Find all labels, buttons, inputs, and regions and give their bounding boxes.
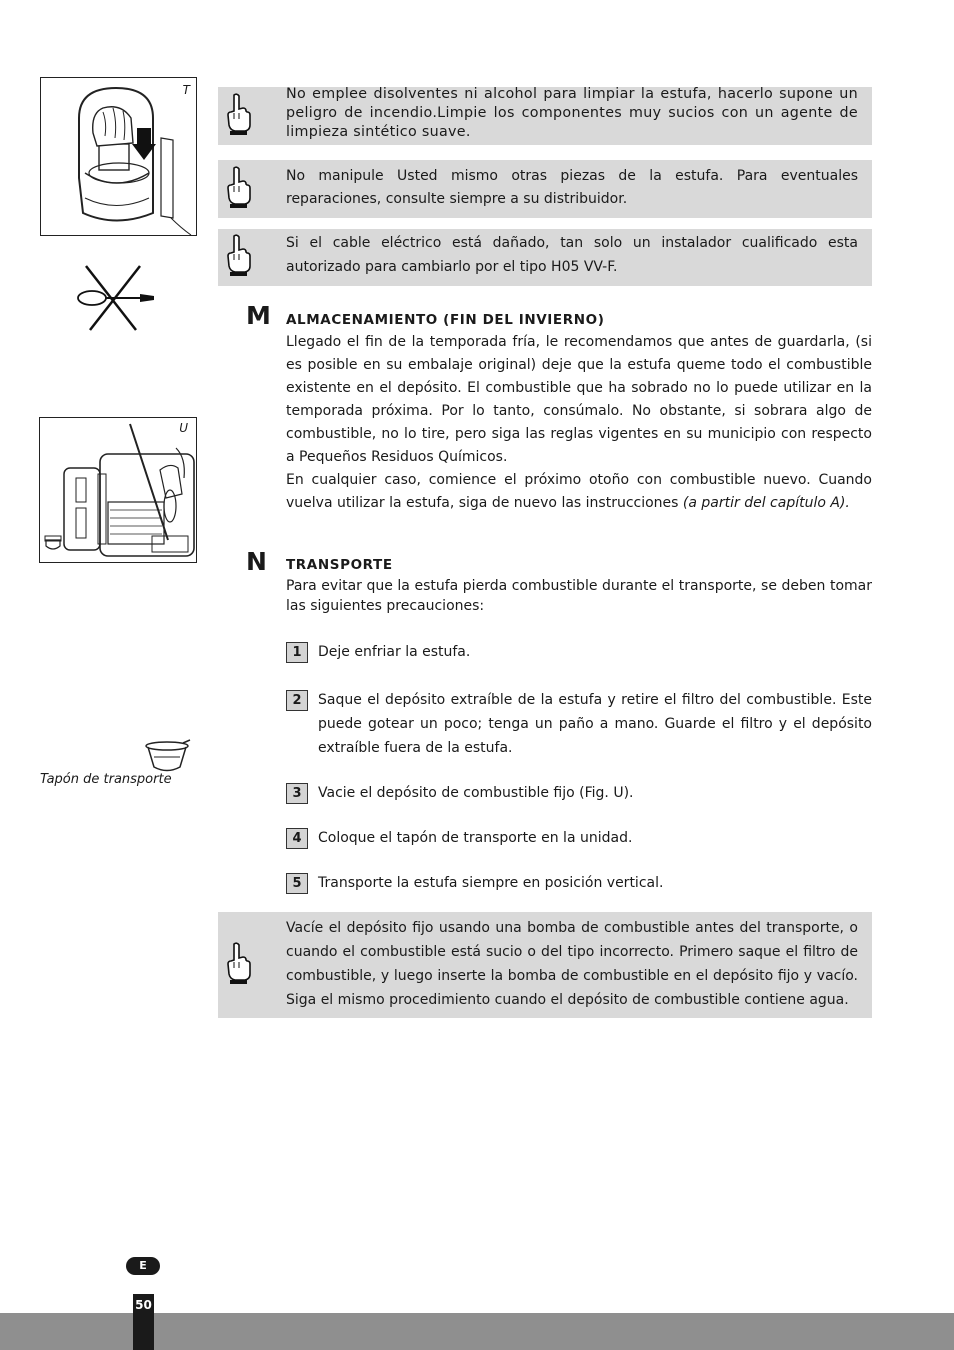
step-text-2: Saque el depósito extraíble de la estufa y retire el filtro del combustible. Este puede gotear un poco; tenga un paño a mano. Guarde el filtro y el depósito extraíble fuera de la estufa. bbox=[318, 692, 872, 756]
figure-t bbox=[40, 77, 197, 236]
step-number-2: 2 bbox=[286, 690, 308, 711]
warning-text-pump: Vacíe el depósito fijo usando una bomba de combustible antes del transporte, o cuando el combustible está sucio o del tipo incorrecto. Primero saque el filtro de combustible, y luego inserte la bomba de combustible en el depósito fijo y vacío. Siga el mismo procedimiento cuando el depósito de combustible contiene agua. bbox=[286, 920, 858, 1008]
section-m-letter: M bbox=[246, 301, 271, 330]
figure-t-label: T bbox=[182, 83, 190, 97]
section-m-body bbox=[286, 331, 872, 515]
section-m-title: ALMACENAMIENTO (FIN DEL INVIERNO) bbox=[286, 312, 605, 328]
pointing-hand-icon bbox=[224, 942, 252, 986]
transport-cap-caption: Tapón de transporte bbox=[40, 772, 172, 787]
step-number-5: 5 bbox=[286, 873, 308, 894]
pointing-hand-icon bbox=[224, 166, 252, 210]
step-text-5: Transporte la estufa siempre en posición vertical. bbox=[318, 875, 664, 891]
warning-box-repairs bbox=[218, 160, 872, 218]
section-n-letter: N bbox=[246, 547, 267, 576]
language-badge: E bbox=[126, 1257, 160, 1275]
pointing-hand-icon bbox=[224, 93, 252, 137]
step-text-1: Deje enfriar la estufa. bbox=[318, 644, 471, 660]
warning-text-solvents: No emplee disolventes ni alcohol para limpiar la estufa, hacerlo supone un peligro de incendio.Limpie los componentes muy sucios con un agente de limpieza sintético suave. bbox=[286, 86, 858, 140]
figure-t-illustration bbox=[41, 78, 196, 235]
section-n-title: TRANSPORTE bbox=[286, 557, 393, 573]
section-m-paragraph-2: En cualquier caso, comience el próximo otoño con combustible nuevo. Cuando vuelva utilizar la estufa, siga de nuevo las instrucciones (a partir del capítulo A). bbox=[286, 472, 872, 511]
page-number: 50 bbox=[135, 1298, 152, 1312]
step-number-1: 1 bbox=[286, 642, 308, 663]
warning-text-repairs: No manipule Usted mismo otras piezas de la estufa. Para eventuales reparaciones, consulte siempre a su distribuidor. bbox=[286, 168, 858, 207]
warning-box-pump bbox=[218, 912, 872, 1018]
figure-u bbox=[39, 417, 197, 563]
transport-cap-icon bbox=[143, 739, 193, 775]
section-n-intro: Para evitar que la estufa pierda combustible durante el transporte, se deben tomar las siguientes precauciones: bbox=[286, 578, 872, 614]
step-text-3: Vacie el depósito de combustible fijo (Fig. U). bbox=[318, 785, 634, 801]
step-number-3: 3 bbox=[286, 783, 308, 804]
figure-u-label: U bbox=[179, 421, 188, 435]
warning-box-solvents bbox=[218, 87, 872, 145]
pointing-hand-icon bbox=[224, 234, 252, 278]
warning-text-cable: Si el cable eléctrico está dañado, tan solo un instalador cualificado esta autorizado para cambiarlo por el tipo H05 VV-F. bbox=[286, 235, 858, 275]
step-number-4: 4 bbox=[286, 828, 308, 849]
figure-u-illustration bbox=[40, 418, 196, 562]
no-screwdriver-icon bbox=[74, 262, 164, 332]
chapter-reference: (a partir del capítulo A). bbox=[682, 495, 850, 511]
section-m-paragraph-1: Llegado el fin de la temporada fría, le recomendamos que antes de guardarla, (si es posible en su embalaje original) deje que la estufa queme todo el combustible existente en el depósito. El combustible que ha sobrado no lo puede utilizar en la temporada próxima. Por lo tanto, consúmalo. No obstante, si sobrara algo de combustible, no lo tire, pero siga las reglas vigentes en su municipio con respecto a Pequeños Residuos Químicos. bbox=[286, 334, 872, 465]
warning-box-cable bbox=[218, 229, 872, 286]
step-text-4: Coloque el tapón de transporte en la unidad. bbox=[318, 830, 633, 846]
